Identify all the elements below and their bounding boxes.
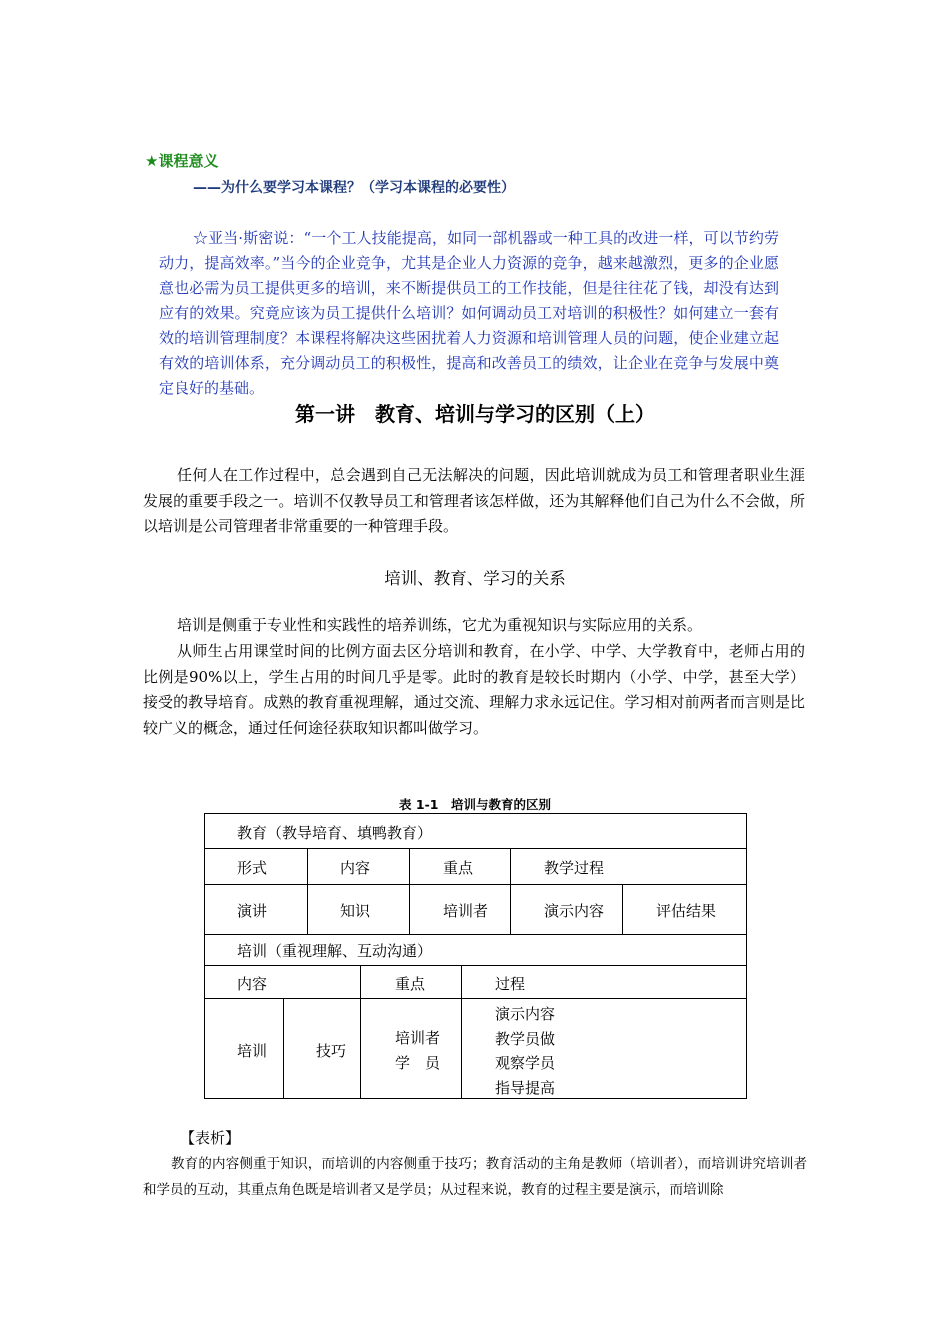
paragraph-teacher-student-ratio: 从师生占用课堂时间的比例方面去区分培训和教育，在小学、中学、大学教育中，老师占用的比例是90%以上，学生占用的时间几乎是零。此时的教育是较长时期内（小学、中学，甚至大学）接受的教导培育。成熟的教育重视理解，通过交流、理解力求永远记住。学习相对前两者而言则是比较广义的概念，通过任何途径获取知识都叫做学习。: [143, 642, 805, 737]
intro-paragraph: 任何人在工作过程中，总会遇到自己无法解决的问题，因此培训就成为员工和管理者职业生涯发展的重要手段之一。培训不仅教导员工和管理者该怎样做，还为其解释他们自己为什么不会做，所以培训是公司管理者非常重要的一种管理手段。: [143, 466, 805, 535]
edu-value-trainer: 培训者: [443, 902, 489, 920]
analysis-text: 教育的内容侧重于知识，而培训的内容侧重于技巧；教育活动的主角是教师（培训者），而培训讲究培训者和学员的互动，其重点角色既是培训者又是学员；从过程来说，教育的过程主要是演示，而培训除: [143, 1156, 807, 1198]
train-col-process: 过程: [495, 975, 526, 993]
education-header: 教育（教导培育、填鸭教育）: [237, 824, 433, 842]
adam-smith-quote: ☆亚当·斯密说：“一个工人技能提高，如同一部机器或一种工具的改进一样，可以节约劳动力，提高效率。”当今的企业竞争，尤其是企业人力资源的竞争，越来越激烈，更多的企业愿意也必需为员工提供更多的培训，来不断提供员工的工作技能，但是往往花了钱，却没有达到应有的效果。究竟应该为员工提供什么培训？如何调动员工对培训的积极性？如何建立一套有效的培训管理制度？本课程将解决这些困扰着人力资源和培训管理人员的问题，使企业建立起有效的培训体系，充分调动员工的积极性，提高和改善员工的绩效，让企业在竞争与发展中奠定良好的基础。: [159, 229, 779, 397]
edu-value-evaluate: 评估结果: [656, 902, 717, 920]
train-value-student: 学 员: [395, 1054, 441, 1072]
process-step-2: 教学员做: [495, 1030, 556, 1048]
analysis-label: 【表析】: [180, 1129, 241, 1147]
course-meaning-subheading: ——为什么要学习本课程？（学习本课程的必要性）: [193, 180, 515, 196]
paragraph-training-definition: 培训是侧重于专业性和实践性的培养训练，它尤为重视知识与实际应用的关系。: [177, 616, 703, 634]
train-value-training: 培训: [237, 1042, 268, 1060]
table-cell: [360, 998, 462, 1099]
edu-col-process: 教学过程: [544, 859, 605, 877]
edu-col-form: 形式: [237, 859, 268, 877]
process-step-1: 演示内容: [495, 1005, 556, 1023]
train-col-content: 内容: [237, 975, 268, 993]
edu-value-lecture: 演讲: [237, 902, 268, 920]
lecture-title: 第一讲 教育、培训与学习的区别（上）: [295, 402, 655, 426]
table-cell: [204, 965, 361, 999]
train-value-trainer: 培训者: [395, 1029, 441, 1047]
edu-col-content: 内容: [340, 859, 371, 877]
edu-value-demo: 演示内容: [544, 902, 605, 920]
train-col-focus: 重点: [395, 975, 426, 993]
edu-col-focus: 重点: [443, 859, 474, 877]
section-title: 培训、教育、学习的关系: [384, 569, 566, 588]
process-step-4: 指导提高: [495, 1079, 556, 1097]
process-step-3: 观察学员: [495, 1054, 556, 1072]
train-value-skill: 技巧: [316, 1042, 347, 1060]
course-meaning-heading: ★课程意义: [145, 152, 219, 170]
table-caption: 表 1-1 培训与教育的区别: [399, 797, 551, 812]
edu-value-knowledge: 知识: [340, 902, 371, 920]
training-header: 培训（重视理解、互动沟通）: [237, 942, 433, 960]
